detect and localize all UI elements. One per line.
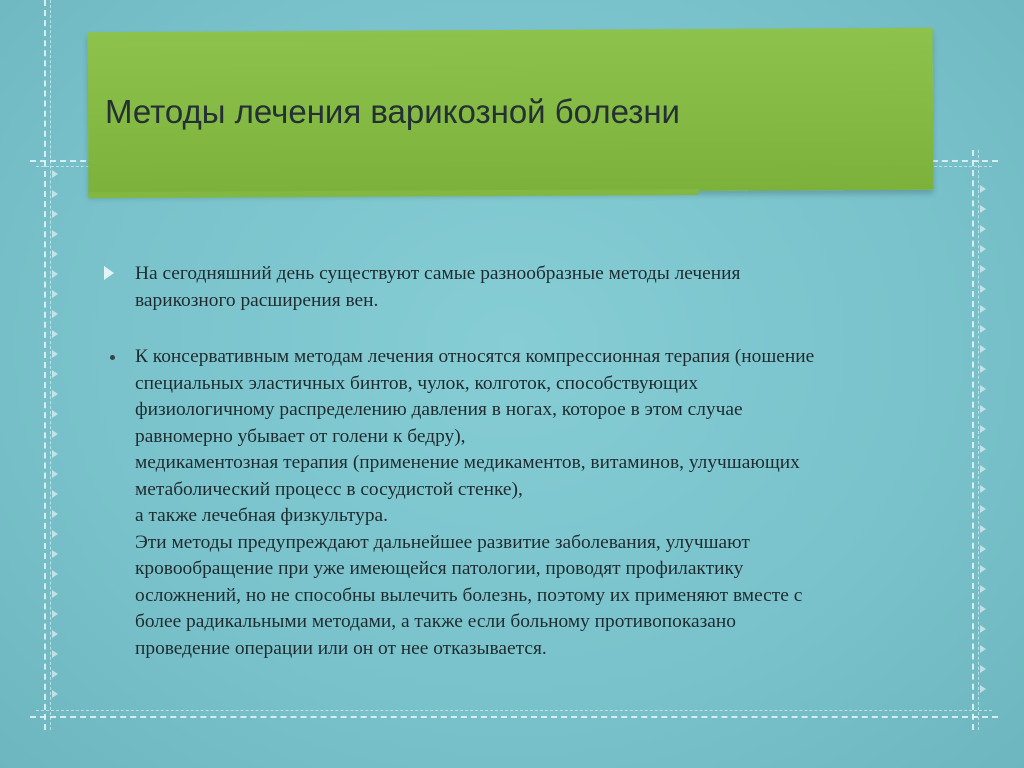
arrow-bullet-icon <box>104 266 114 280</box>
paragraph-line: варикозного расширения вен. <box>135 289 379 311</box>
frame-left-dashed-line <box>44 0 46 730</box>
frame-left-dashed-line-inner <box>50 0 51 730</box>
paragraph-line: специальных эластичных бинтов, чулок, колготок, способствующих <box>135 372 699 394</box>
stitch-triangle-icon <box>52 310 58 318</box>
bullet-marker-1 <box>104 266 114 280</box>
stitch-triangle-icon <box>52 190 58 198</box>
stitch-triangle-icon <box>980 585 986 593</box>
stitch-triangle-icon <box>980 645 986 653</box>
paragraph-line: На сегодняшний день существуют самые разнообразные методы лечения <box>135 263 741 284</box>
stitch-triangle-icon <box>52 330 58 338</box>
stitch-triangle-icon <box>980 625 986 633</box>
stitch-triangle-icon <box>52 250 58 258</box>
stitch-triangle-icon <box>980 345 986 353</box>
left-stitch-marks <box>52 0 66 768</box>
paragraph-line: медикаментозная терапия (применение медикаментов, витаминов, улучшающих <box>135 452 800 473</box>
stitch-triangle-icon <box>980 205 986 213</box>
dot-bullet-icon <box>110 355 115 360</box>
stitch-triangle-icon <box>980 525 986 533</box>
slide-title: Методы лечения варикозной болезни <box>105 93 680 130</box>
stitch-triangle-icon <box>980 505 986 513</box>
stitch-triangle-icon <box>52 590 58 598</box>
stitch-triangle-icon <box>52 350 58 358</box>
stitch-triangle-icon <box>980 365 986 373</box>
stitch-triangle-icon <box>52 450 58 458</box>
stitch-triangle-icon <box>52 210 58 218</box>
frame-right-dashed-line-inner <box>978 150 979 730</box>
stitch-triangle-icon <box>52 690 58 698</box>
stitch-triangle-icon <box>52 510 58 518</box>
frame-bottom-dashed-line-inner <box>36 710 992 711</box>
paragraph-line: проведение операции или он от нее отказывается. <box>135 637 547 659</box>
stitch-triangle-icon <box>52 570 58 578</box>
paragraph-line: К консервативным методам лечения относятся компрессионная терапия (ношение <box>135 346 815 367</box>
paragraph-line: физиологичному распределению давления в ногах, которое в этом случае <box>135 399 743 420</box>
stitch-triangle-icon <box>52 230 58 238</box>
paragraph-line: равномерно убывает от голени к бедру), <box>135 425 466 447</box>
paragraph-line: а также лечебная физкультура. <box>135 505 388 526</box>
stitch-triangle-icon <box>52 370 58 378</box>
stitch-triangle-icon <box>52 170 58 178</box>
bullet-paragraph-1 <box>135 261 935 314</box>
stitch-triangle-icon <box>980 385 986 393</box>
stitch-triangle-icon <box>52 430 58 438</box>
bullet-paragraph-2 <box>135 344 935 662</box>
stitch-triangle-icon <box>52 670 58 678</box>
stitch-triangle-icon <box>980 265 986 273</box>
paragraph-line: метаболический процесс в сосудистой стенке), <box>135 478 523 500</box>
paragraph-line: более радикальными методами, а также если больному противопоказано <box>135 611 736 632</box>
paragraph-line: Эти методы предупреждают дальнейшее развитие заболевания, улучшают <box>135 531 750 553</box>
stitch-triangle-icon <box>980 185 986 193</box>
stitch-triangle-icon <box>52 610 58 618</box>
stitch-triangle-icon <box>980 605 986 613</box>
stitch-triangle-icon <box>980 445 986 453</box>
stitch-triangle-icon <box>52 390 58 398</box>
stitch-triangle-icon <box>980 245 986 253</box>
bullet-marker-2 <box>110 355 115 360</box>
frame-right-dashed-line <box>972 150 974 730</box>
stitch-triangle-icon <box>980 685 986 693</box>
paragraph-line: кровообращение при уже имеющейся патологии, проводят профилактику <box>135 558 744 579</box>
stitch-triangle-icon <box>980 545 986 553</box>
stitch-triangle-icon <box>980 485 986 493</box>
stitch-triangle-icon <box>980 285 986 293</box>
stitch-triangle-icon <box>980 465 986 473</box>
stitch-triangle-icon <box>52 630 58 638</box>
stitch-triangle-icon <box>52 550 58 558</box>
stitch-triangle-icon <box>52 530 58 538</box>
stitch-triangle-icon <box>980 665 986 673</box>
stitch-triangle-icon <box>980 405 986 413</box>
stitch-triangle-icon <box>980 325 986 333</box>
stitch-triangle-icon <box>52 410 58 418</box>
paragraph-line: осложнений, но не способны вылечить болезнь, поэтому их применяют вместе с <box>135 584 803 606</box>
stitch-triangle-icon <box>980 225 986 233</box>
stitch-triangle-icon <box>52 470 58 478</box>
stitch-triangle-icon <box>980 305 986 313</box>
stitch-triangle-icon <box>52 270 58 278</box>
stitch-triangle-icon <box>52 650 58 658</box>
stitch-triangle-icon <box>52 490 58 498</box>
frame-bottom-dashed-line <box>30 716 998 718</box>
stitch-triangle-icon <box>52 290 58 298</box>
stitch-triangle-icon <box>980 425 986 433</box>
right-stitch-marks <box>980 0 994 768</box>
stitch-triangle-icon <box>980 565 986 573</box>
